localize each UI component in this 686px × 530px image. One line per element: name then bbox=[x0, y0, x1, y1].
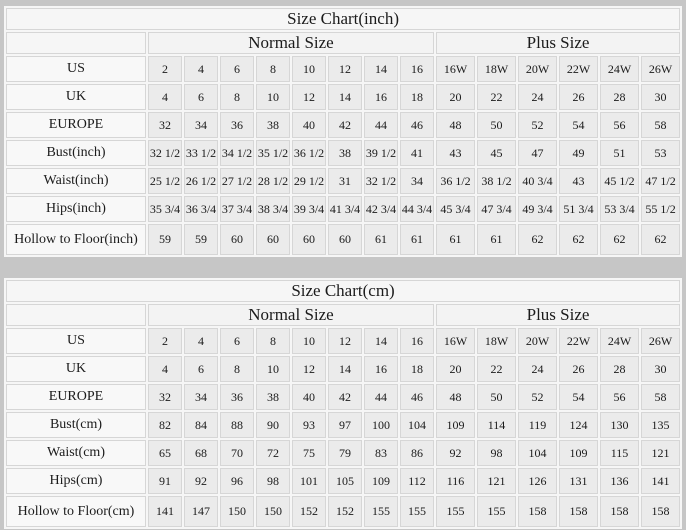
size-value-cell: 82 bbox=[148, 412, 182, 438]
size-value-cell: 51 bbox=[600, 140, 639, 166]
column-group-header: Plus Size bbox=[436, 32, 680, 54]
size-value-cell: 72 bbox=[256, 440, 290, 466]
size-value-cell: 32 1/2 bbox=[148, 140, 182, 166]
size-value-cell: 30 bbox=[641, 356, 680, 382]
size-value-cell: 44 3/4 bbox=[400, 196, 434, 222]
size-value-cell: 44 bbox=[364, 112, 398, 138]
size-value-cell: 101 bbox=[292, 468, 326, 494]
size-value-cell: 32 bbox=[148, 112, 182, 138]
size-value-cell: 18 bbox=[400, 84, 434, 110]
size-value-cell: 45 bbox=[477, 140, 516, 166]
size-value-cell: 8 bbox=[220, 84, 254, 110]
size-value-cell: 14 bbox=[364, 328, 398, 354]
column-group-header: Plus Size bbox=[436, 304, 680, 326]
size-value-cell: 14 bbox=[328, 356, 362, 382]
size-value-cell: 56 bbox=[600, 112, 639, 138]
table-row bbox=[6, 384, 680, 410]
table-row bbox=[6, 56, 680, 82]
size-value-cell: 18 bbox=[400, 356, 434, 382]
size-value-cell: 47 3/4 bbox=[477, 196, 516, 222]
size-value-cell: 28 bbox=[600, 356, 639, 382]
size-value-cell: 8 bbox=[256, 56, 290, 82]
size-value-cell: 115 bbox=[600, 440, 639, 466]
size-value-cell: 155 bbox=[477, 496, 516, 527]
table-row bbox=[6, 468, 680, 494]
size-value-cell: 121 bbox=[477, 468, 516, 494]
row-label: EUROPE bbox=[6, 384, 146, 410]
size-value-cell: 158 bbox=[518, 496, 557, 527]
size-value-cell: 28 bbox=[600, 84, 639, 110]
size-value-cell: 24 bbox=[518, 356, 557, 382]
size-value-cell: 104 bbox=[400, 412, 434, 438]
size-value-cell: 131 bbox=[559, 468, 598, 494]
size-value-cell: 31 bbox=[328, 168, 362, 194]
size-value-cell: 12 bbox=[328, 328, 362, 354]
size-value-cell: 75 bbox=[292, 440, 326, 466]
size-value-cell: 27 1/2 bbox=[220, 168, 254, 194]
size-value-cell: 4 bbox=[184, 56, 218, 82]
size-value-cell: 59 bbox=[184, 224, 218, 255]
size-value-cell: 55 1/2 bbox=[641, 196, 680, 222]
size-value-cell: 147 bbox=[184, 496, 218, 527]
row-label: UK bbox=[6, 84, 146, 110]
size-value-cell: 50 bbox=[477, 384, 516, 410]
size-value-cell: 4 bbox=[184, 328, 218, 354]
size-value-cell: 26W bbox=[641, 56, 680, 82]
table-row bbox=[6, 140, 680, 166]
size-value-cell: 121 bbox=[641, 440, 680, 466]
size-value-cell: 62 bbox=[641, 224, 680, 255]
size-value-cell: 24 bbox=[518, 84, 557, 110]
row-label: EUROPE bbox=[6, 112, 146, 138]
size-value-cell: 10 bbox=[292, 56, 326, 82]
size-value-cell: 28 1/2 bbox=[256, 168, 290, 194]
size-value-cell: 60 bbox=[292, 224, 326, 255]
size-value-cell: 12 bbox=[292, 84, 326, 110]
size-value-cell: 150 bbox=[256, 496, 290, 527]
size-value-cell: 2 bbox=[148, 328, 182, 354]
size-value-cell: 36 1/2 bbox=[292, 140, 326, 166]
size-value-cell: 36 bbox=[220, 384, 254, 410]
size-value-cell: 150 bbox=[220, 496, 254, 527]
size-value-cell: 68 bbox=[184, 440, 218, 466]
row-label: US bbox=[6, 56, 146, 82]
size-value-cell: 22W bbox=[559, 56, 598, 82]
row-label: Bust(cm) bbox=[6, 412, 146, 438]
row-label: Bust(inch) bbox=[6, 140, 146, 166]
size-value-cell: 42 bbox=[328, 384, 362, 410]
size-value-cell: 46 bbox=[400, 112, 434, 138]
size-value-cell: 4 bbox=[148, 84, 182, 110]
size-value-cell: 158 bbox=[600, 496, 639, 527]
size-value-cell: 37 3/4 bbox=[220, 196, 254, 222]
size-value-cell: 18W bbox=[477, 328, 516, 354]
size-value-cell: 53 3/4 bbox=[600, 196, 639, 222]
size-value-cell: 16W bbox=[436, 328, 475, 354]
size-value-cell: 6 bbox=[184, 356, 218, 382]
size-value-cell: 56 bbox=[600, 384, 639, 410]
size-value-cell: 155 bbox=[400, 496, 434, 527]
size-value-cell: 104 bbox=[518, 440, 557, 466]
size-value-cell: 6 bbox=[220, 56, 254, 82]
size-value-cell: 22W bbox=[559, 328, 598, 354]
size-value-cell: 109 bbox=[436, 412, 475, 438]
size-value-cell: 32 1/2 bbox=[364, 168, 398, 194]
size-value-cell: 40 3/4 bbox=[518, 168, 557, 194]
table-row bbox=[6, 496, 680, 527]
size-value-cell: 155 bbox=[436, 496, 475, 527]
table-title-row bbox=[6, 280, 680, 302]
size-value-cell: 40 bbox=[292, 112, 326, 138]
size-value-cell: 112 bbox=[400, 468, 434, 494]
size-value-cell: 26 bbox=[559, 356, 598, 382]
size-value-cell: 16W bbox=[436, 56, 475, 82]
size-value-cell: 24W bbox=[600, 328, 639, 354]
size-value-cell: 62 bbox=[518, 224, 557, 255]
column-group-header: Normal Size bbox=[148, 32, 434, 54]
size-value-cell: 38 1/2 bbox=[477, 168, 516, 194]
size-value-cell: 38 bbox=[256, 384, 290, 410]
size-value-cell: 24W bbox=[600, 56, 639, 82]
size-value-cell: 42 bbox=[328, 112, 362, 138]
size-value-cell: 90 bbox=[256, 412, 290, 438]
size-value-cell: 26W bbox=[641, 328, 680, 354]
size-value-cell: 61 bbox=[477, 224, 516, 255]
size-value-cell: 41 3/4 bbox=[328, 196, 362, 222]
size-value-cell: 20 bbox=[436, 84, 475, 110]
size-value-cell: 44 bbox=[364, 384, 398, 410]
corner-cell bbox=[6, 32, 146, 54]
size-value-cell: 119 bbox=[518, 412, 557, 438]
size-value-cell: 38 bbox=[256, 112, 290, 138]
size-value-cell: 16 bbox=[400, 56, 434, 82]
size-value-cell: 135 bbox=[641, 412, 680, 438]
size-value-cell: 8 bbox=[220, 356, 254, 382]
size-value-cell: 14 bbox=[364, 56, 398, 82]
size-value-cell: 152 bbox=[292, 496, 326, 527]
size-value-cell: 34 bbox=[184, 112, 218, 138]
size-value-cell: 18W bbox=[477, 56, 516, 82]
size-value-cell: 141 bbox=[641, 468, 680, 494]
size-value-cell: 92 bbox=[436, 440, 475, 466]
size-value-cell: 54 bbox=[559, 384, 598, 410]
size-value-cell: 47 1/2 bbox=[641, 168, 680, 194]
size-value-cell: 88 bbox=[220, 412, 254, 438]
size-value-cell: 58 bbox=[641, 384, 680, 410]
size-value-cell: 58 bbox=[641, 112, 680, 138]
size-value-cell: 93 bbox=[292, 412, 326, 438]
size-value-cell: 109 bbox=[559, 440, 598, 466]
column-group-row bbox=[6, 32, 680, 54]
size-value-cell: 126 bbox=[518, 468, 557, 494]
size-value-cell: 45 3/4 bbox=[436, 196, 475, 222]
row-label: US bbox=[6, 328, 146, 354]
size-value-cell: 34 bbox=[184, 384, 218, 410]
table-row bbox=[6, 168, 680, 194]
size-value-cell: 52 bbox=[518, 384, 557, 410]
size-value-cell: 49 bbox=[559, 140, 598, 166]
size-value-cell: 96 bbox=[220, 468, 254, 494]
size-value-cell: 98 bbox=[256, 468, 290, 494]
size-value-cell: 152 bbox=[328, 496, 362, 527]
size-value-cell: 124 bbox=[559, 412, 598, 438]
table-row bbox=[6, 84, 680, 110]
size-value-cell: 83 bbox=[364, 440, 398, 466]
size-value-cell: 60 bbox=[220, 224, 254, 255]
size-value-cell: 26 1/2 bbox=[184, 168, 218, 194]
size-value-cell: 20W bbox=[518, 328, 557, 354]
size-value-cell: 79 bbox=[328, 440, 362, 466]
size-value-cell: 109 bbox=[364, 468, 398, 494]
row-label: Waist(cm) bbox=[6, 440, 146, 466]
size-value-cell: 40 bbox=[292, 384, 326, 410]
size-value-cell: 6 bbox=[184, 84, 218, 110]
table-row bbox=[6, 196, 680, 222]
size-value-cell: 45 1/2 bbox=[600, 168, 639, 194]
size-value-cell: 62 bbox=[559, 224, 598, 255]
size-value-cell: 141 bbox=[148, 496, 182, 527]
size-value-cell: 16 bbox=[400, 328, 434, 354]
size-chart-inch-table bbox=[4, 6, 682, 257]
size-value-cell: 51 3/4 bbox=[559, 196, 598, 222]
size-value-cell: 42 3/4 bbox=[364, 196, 398, 222]
size-value-cell: 52 bbox=[518, 112, 557, 138]
size-value-cell: 47 bbox=[518, 140, 557, 166]
size-value-cell: 33 1/2 bbox=[184, 140, 218, 166]
size-value-cell: 2 bbox=[148, 56, 182, 82]
size-value-cell: 114 bbox=[477, 412, 516, 438]
size-value-cell: 130 bbox=[600, 412, 639, 438]
size-value-cell: 26 bbox=[559, 84, 598, 110]
size-value-cell: 39 3/4 bbox=[292, 196, 326, 222]
size-value-cell: 91 bbox=[148, 468, 182, 494]
size-value-cell: 25 1/2 bbox=[148, 168, 182, 194]
size-value-cell: 20W bbox=[518, 56, 557, 82]
size-value-cell: 59 bbox=[148, 224, 182, 255]
size-value-cell: 16 bbox=[364, 84, 398, 110]
size-value-cell: 84 bbox=[184, 412, 218, 438]
size-value-cell: 30 bbox=[641, 84, 680, 110]
size-value-cell: 53 bbox=[641, 140, 680, 166]
size-value-cell: 158 bbox=[641, 496, 680, 527]
size-value-cell: 61 bbox=[364, 224, 398, 255]
table-title-row bbox=[6, 8, 680, 30]
size-value-cell: 35 3/4 bbox=[148, 196, 182, 222]
size-value-cell: 92 bbox=[184, 468, 218, 494]
size-value-cell: 6 bbox=[220, 328, 254, 354]
size-value-cell: 38 bbox=[328, 140, 362, 166]
size-value-cell: 36 1/2 bbox=[436, 168, 475, 194]
table-row bbox=[6, 412, 680, 438]
column-group-header: Normal Size bbox=[148, 304, 434, 326]
size-value-cell: 60 bbox=[328, 224, 362, 255]
size-value-cell: 100 bbox=[364, 412, 398, 438]
size-value-cell: 10 bbox=[256, 84, 290, 110]
size-value-cell: 105 bbox=[328, 468, 362, 494]
size-value-cell: 54 bbox=[559, 112, 598, 138]
size-value-cell: 39 1/2 bbox=[364, 140, 398, 166]
corner-cell bbox=[6, 304, 146, 326]
table-title: Size Chart(cm) bbox=[6, 280, 680, 302]
size-value-cell: 41 bbox=[400, 140, 434, 166]
size-value-cell: 43 bbox=[559, 168, 598, 194]
size-value-cell: 97 bbox=[328, 412, 362, 438]
size-value-cell: 48 bbox=[436, 112, 475, 138]
size-value-cell: 116 bbox=[436, 468, 475, 494]
size-value-cell: 86 bbox=[400, 440, 434, 466]
size-value-cell: 10 bbox=[256, 356, 290, 382]
size-value-cell: 155 bbox=[364, 496, 398, 527]
size-value-cell: 16 bbox=[364, 356, 398, 382]
size-value-cell: 32 bbox=[148, 384, 182, 410]
size-value-cell: 60 bbox=[256, 224, 290, 255]
row-label: Hips(inch) bbox=[6, 196, 146, 222]
table-row bbox=[6, 112, 680, 138]
table-row bbox=[6, 440, 680, 466]
size-value-cell: 38 3/4 bbox=[256, 196, 290, 222]
size-value-cell: 65 bbox=[148, 440, 182, 466]
table-row bbox=[6, 356, 680, 382]
size-value-cell: 36 3/4 bbox=[184, 196, 218, 222]
size-value-cell: 46 bbox=[400, 384, 434, 410]
column-group-row bbox=[6, 304, 680, 326]
table-title: Size Chart(inch) bbox=[6, 8, 680, 30]
table-row bbox=[6, 328, 680, 354]
row-label: Hollow to Floor(inch) bbox=[6, 224, 146, 255]
size-value-cell: 62 bbox=[600, 224, 639, 255]
size-value-cell: 10 bbox=[292, 328, 326, 354]
size-value-cell: 14 bbox=[328, 84, 362, 110]
size-value-cell: 35 1/2 bbox=[256, 140, 290, 166]
size-value-cell: 34 bbox=[400, 168, 434, 194]
table-row bbox=[6, 224, 680, 255]
size-value-cell: 8 bbox=[256, 328, 290, 354]
row-label: Waist(inch) bbox=[6, 168, 146, 194]
size-value-cell: 158 bbox=[559, 496, 598, 527]
size-value-cell: 36 bbox=[220, 112, 254, 138]
size-value-cell: 98 bbox=[477, 440, 516, 466]
row-label: Hips(cm) bbox=[6, 468, 146, 494]
size-value-cell: 29 1/2 bbox=[292, 168, 326, 194]
size-value-cell: 43 bbox=[436, 140, 475, 166]
size-value-cell: 61 bbox=[436, 224, 475, 255]
size-value-cell: 49 3/4 bbox=[518, 196, 557, 222]
size-value-cell: 50 bbox=[477, 112, 516, 138]
size-value-cell: 22 bbox=[477, 356, 516, 382]
row-label: UK bbox=[6, 356, 146, 382]
size-value-cell: 48 bbox=[436, 384, 475, 410]
size-value-cell: 34 1/2 bbox=[220, 140, 254, 166]
size-value-cell: 4 bbox=[148, 356, 182, 382]
size-value-cell: 12 bbox=[292, 356, 326, 382]
size-chart-cm-table bbox=[4, 278, 682, 529]
size-value-cell: 70 bbox=[220, 440, 254, 466]
size-value-cell: 12 bbox=[328, 56, 362, 82]
size-value-cell: 136 bbox=[600, 468, 639, 494]
size-value-cell: 22 bbox=[477, 84, 516, 110]
size-value-cell: 20 bbox=[436, 356, 475, 382]
row-label: Hollow to Floor(cm) bbox=[6, 496, 146, 527]
size-value-cell: 61 bbox=[400, 224, 434, 255]
